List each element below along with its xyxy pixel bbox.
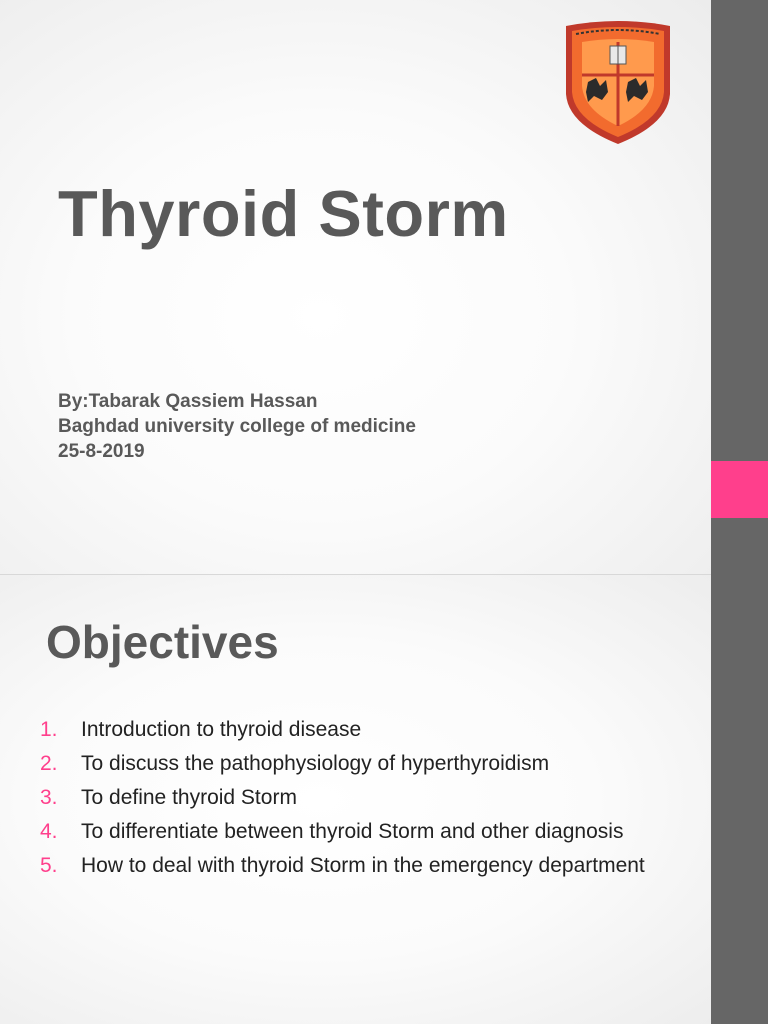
- list-item: [40, 784, 690, 812]
- list-item: [40, 716, 690, 744]
- author-name: By:Tabarak Qassiem Hassan: [58, 391, 318, 412]
- objectives-list: [40, 716, 690, 886]
- list-text: To differentiate between thyroid Storm and other diagnosis: [81, 820, 624, 843]
- institution: Baghdad university college of medicine: [58, 416, 416, 437]
- objectives-heading: Objectives: [46, 616, 279, 668]
- list-number: 3.: [40, 786, 58, 809]
- list-text: To discuss the pathophysiology of hyperthyroidism: [81, 752, 550, 775]
- list-number: 1.: [40, 718, 58, 741]
- list-item: [40, 818, 690, 846]
- list-number: 5.: [40, 854, 58, 877]
- presentation-date: 25-8-2019: [58, 441, 145, 462]
- sidebar-accent-block: [711, 461, 768, 518]
- list-number: 2.: [40, 752, 58, 775]
- university-shield-logo: [560, 20, 676, 148]
- list-item: [40, 852, 690, 880]
- list-text: To define thyroid Storm: [81, 786, 297, 809]
- list-text: Introduction to thyroid disease: [81, 718, 362, 741]
- list-number: 4.: [40, 820, 58, 843]
- list-text: How to deal with thyroid Storm in the emergency department: [81, 854, 645, 877]
- author-info: [58, 389, 416, 464]
- list-item: [40, 750, 690, 778]
- presentation-title: Thyroid Storm: [58, 177, 509, 250]
- objectives-slide: [0, 575, 711, 1024]
